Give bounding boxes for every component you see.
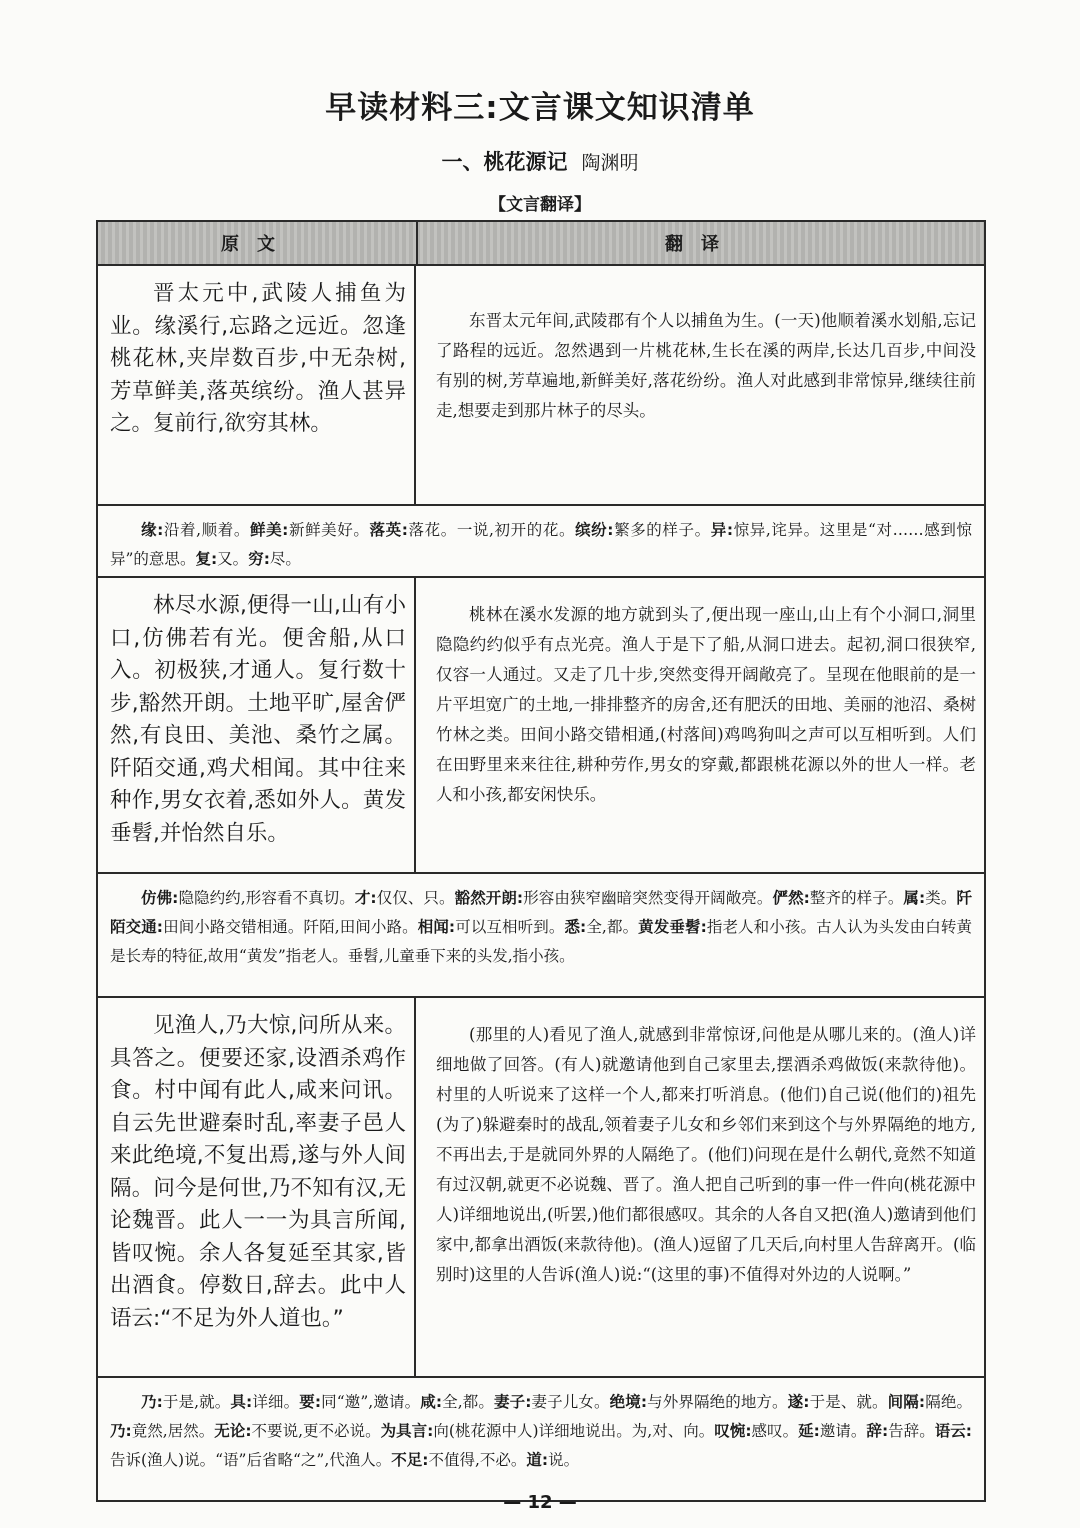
section-label: 【文言翻译】 — [489, 195, 591, 215]
vocab-notes: 缘:沿着,顺着。鲜美:新鲜美好。落英:落花。一说,初开的花。缤纷:繁多的样子。异:惊异,诧异。这里是“对……感到惊异”的意思。复:又。穷:尽。 — [98, 506, 984, 578]
vocab-notes: 仿佛:隐隐约约,形容看不真切。才:仅仅、只。豁然开朗:形容由狭窄幽暗突然变得开阔敞亮。俨然:整齐的样子。属:类。阡陌交通:田间小路交错相通。阡陌,田间小路。相闻:可以互相听到。悉:全,都。黄发垂髫:指老人和小孩。古人认为头发由白转黄是长寿的特征,故用“黄发”指老人。垂髫,儿童垂下来的头发,指小孩。 — [98, 874, 984, 998]
original-text: 晋太元中,武陵人捕鱼为业。缘溪行,忘路之远近。忽逢桃花林,夹岸数百步,中无杂树,芳草鲜美,落英缤纷。渔人甚异之。复前行,欲穷其林。 — [98, 266, 416, 504]
page-title: 早读材料三:文言课文知识清单 — [325, 90, 755, 126]
table-header — [98, 222, 984, 266]
lesson-heading — [0, 146, 1080, 176]
original-text: 林尽水源,便得一山,山有小口,仿佛若有光。便舍船,从口入。初极狭,才通人。复行数十步,豁然开朗。土地平旷,屋舍俨然,有良田、美池、桑竹之属。阡陌交通,鸡犬相闻。其中往来种作,男女衣着,悉如外人。黄发垂髫,并怡然自乐。 — [98, 578, 416, 872]
original-text: 见渔人,乃大惊,问所从来。具答之。便要还家,设酒杀鸡作食。村中闻有此人,咸来问讯。自云先世避秦时乱,率妻子邑人来此绝境,不复出焉,遂与外人间隔。问今是何世,乃不知有汉,无论魏晋。此人一一为具言所闻,皆叹惋。余人各复延至其家,皆出酒食。停数日,辞去。此中人语云:“不足为外人道也。” — [98, 998, 416, 1376]
header-translation: 翻译 — [665, 234, 737, 255]
table-row — [98, 578, 984, 874]
table-row — [98, 998, 984, 1378]
translation-text: (那里的人)看见了渔人,就感到非常惊讶,问他是从哪儿来的。(渔人)详细地做了回答。(有人)就邀请他到自己家里去,摆酒杀鸡做饭(来款待他)。村里的人听说来了这样一个人,都来打听消息。(他们)自己说(他们的)祖先(为了)躲避秦时的战乱,领着妻子儿女和乡邻们来到这个与外界隔绝的地方,不再出去,于是就同外界的人隔绝了。(他们)问现在是什么朝代,竟然不知道有过汉朝,就更不必说魏、晋了。渔人把自己听到的事一件一件向(桃花源中人)详细地说出,(听罢,)他们都很感叹。其余的人各自又把(渔人)邀请到他们家中,都拿出酒饭(来款待他)。(渔人)逗留了几天后,向村里人告辞离开。(临别时)这里的人告诉(渔人)说:“(这里的事)不值得对外边的人说啊。” — [436, 1025, 976, 1284]
lesson-author: 陶渊明 — [581, 152, 639, 174]
header-original: 原文 — [98, 222, 418, 264]
translation-text: 东晋太元年间,武陵郡有个人以捕鱼为生。(一天)他顺着溪水划船,忘记了路程的远近。忽然遇到一片桃花林,生长在溪的两岸,长达几百步,中间没有别的树,芳草遍地,新鲜美好,落花纷纷。渔人对此感到非常惊异,继续往前走,想要走到那片林子的尽头。 — [436, 311, 976, 420]
translation-text: 桃林在溪水发源的地方就到头了,便出现一座山,山上有个小洞口,洞里隐隐约约似乎有点光亮。渔人于是下了船,从洞口进去。起初,洞口很狭窄,仅容一人通过。又走了几十步,突然变得开阔敞亮了。呈现在他眼前的是一片平坦宽广的土地,一排排整齐的房舍,还有肥沃的田地、美丽的池沼、桑树竹林之类。田间小路交错相通,(村落间)鸡鸣狗叫之声可以互相听到。人们在田野里来来往往,耕种劳作,男女的穿戴,都跟桃花源以外的世人一样。老人和小孩,都安闲快乐。 — [436, 605, 976, 804]
translation-table — [96, 220, 986, 1502]
page-number: — 12 — — [503, 1492, 577, 1513]
table-row — [98, 266, 984, 506]
vocab-notes: 乃:于是,就。具:详细。要:同“邀”,邀请。咸:全,都。妻子:妻子儿女。绝境:与外界隔绝的地方。遂:于是、就。间隔:隔绝。乃:竟然,居然。无论:不要说,更不必说。为具言:向(桃花源中人)详细地说出。为,对、向。叹惋:感叹。延:邀请。辞:告辞。语云:告诉(渔人)说。“语”后省略“之”,代渔人。不足:不值得,不必。道:说。 — [110, 1393, 972, 1469]
lesson-title: 一、桃花源记 — [441, 150, 568, 174]
